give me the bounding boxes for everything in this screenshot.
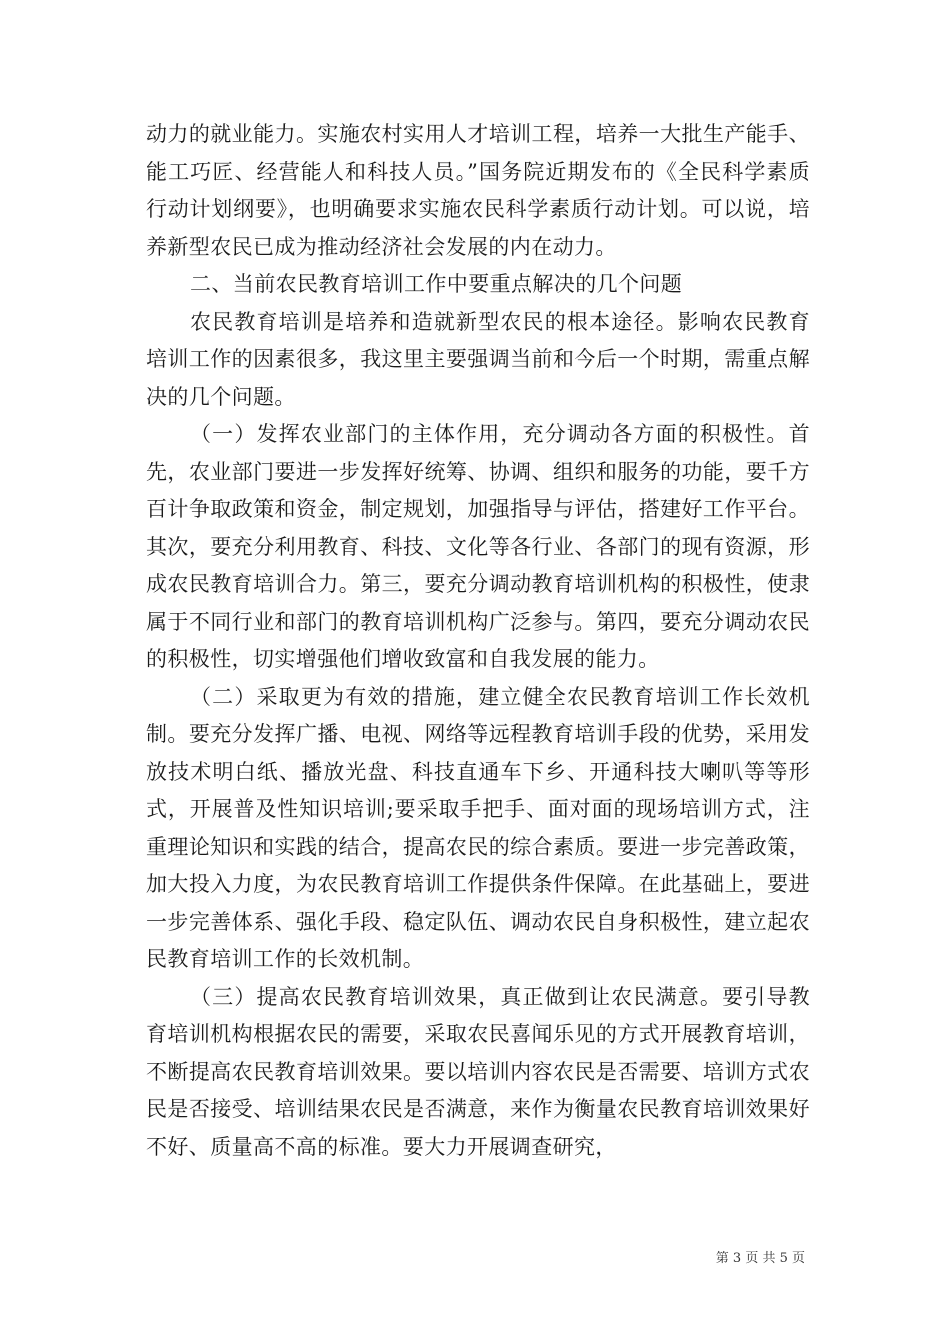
paragraph-point-1: （一）发挥农业部门的主体作用，充分调动各方面的积极性。首先，农业部门要进一步发挥好统筹、协调、组织和服务的功能，要千方百计争取政策和资金，制定规划，加强指导与评估，搭建好工作平台。其次，要充分利用教育、科技、文化等各行业、各部门的现有资源，形成农民教育培训合力。第三，要充分调动教育培训机构的积极性，使隶属于不同行业和部门的教育培训机构广泛参与。第四，要充分调动农民的积极性，切实增强他们增收致富和自我发展的能力。: [146, 422, 810, 671]
page-number-footer: 第 3 页 共 5 页: [715, 1251, 805, 1266]
section-heading: 二、当前农民教育培训工作中要重点解决的几个问题: [190, 272, 683, 296]
paragraph-intro: 农民教育培训是培养和造就新型农民的根本途径。影响农民教育培训工作的因素很多，我这里主要强调当前和今后一个时期，需重点解决的几个问题。: [146, 309, 810, 409]
paragraph-point-2: （二）采取更为有效的措施，建立健全农民教育培训工作长效机制。要充分发挥广播、电视、网络等远程教育培训手段的优势，采用发放技术明白纸、播放光盘、科技直通车下乡、开通科技大喇叭等等形式，开展普及性知识培训;要采取手把手、面对面的现场培训方式，注重理论知识和实践的结合，提高农民的综合素质。要进一步完善政策，加大投入力度，为农民教育培训工作提供条件保障。在此基础上，要进一步完善体系、强化手段、稳定队伍、调动农民自身积极性，建立起农民教育培训工作的长效机制。: [146, 684, 810, 971]
paragraph-continuation: 动力的就业能力。实施农村实用人才培训工程，培养一大批生产能手、能工巧匠、经营能人和科技人员。”国务院近期发布的《全民科学素质行动计划纲要》，也明确要求实施农民科学素质行动计划。可以说，培养新型农民已成为推动经济社会发展的内在动力。: [146, 122, 810, 259]
document-body: [146, 116, 810, 1166]
paragraph-point-3: （三）提高农民教育培训效果，真正做到让农民满意。要引导教育培训机构根据农民的需要，采取农民喜闻乐见的方式开展教育培训，不断提高农民教育培训效果。要以培训内容农民是否需要、培训方式农民是否接受、培训结果农民是否满意，来作为衡量农民教育培训效果好不好、质量高不高的标准。要大力开展调查研究，: [146, 984, 810, 1159]
